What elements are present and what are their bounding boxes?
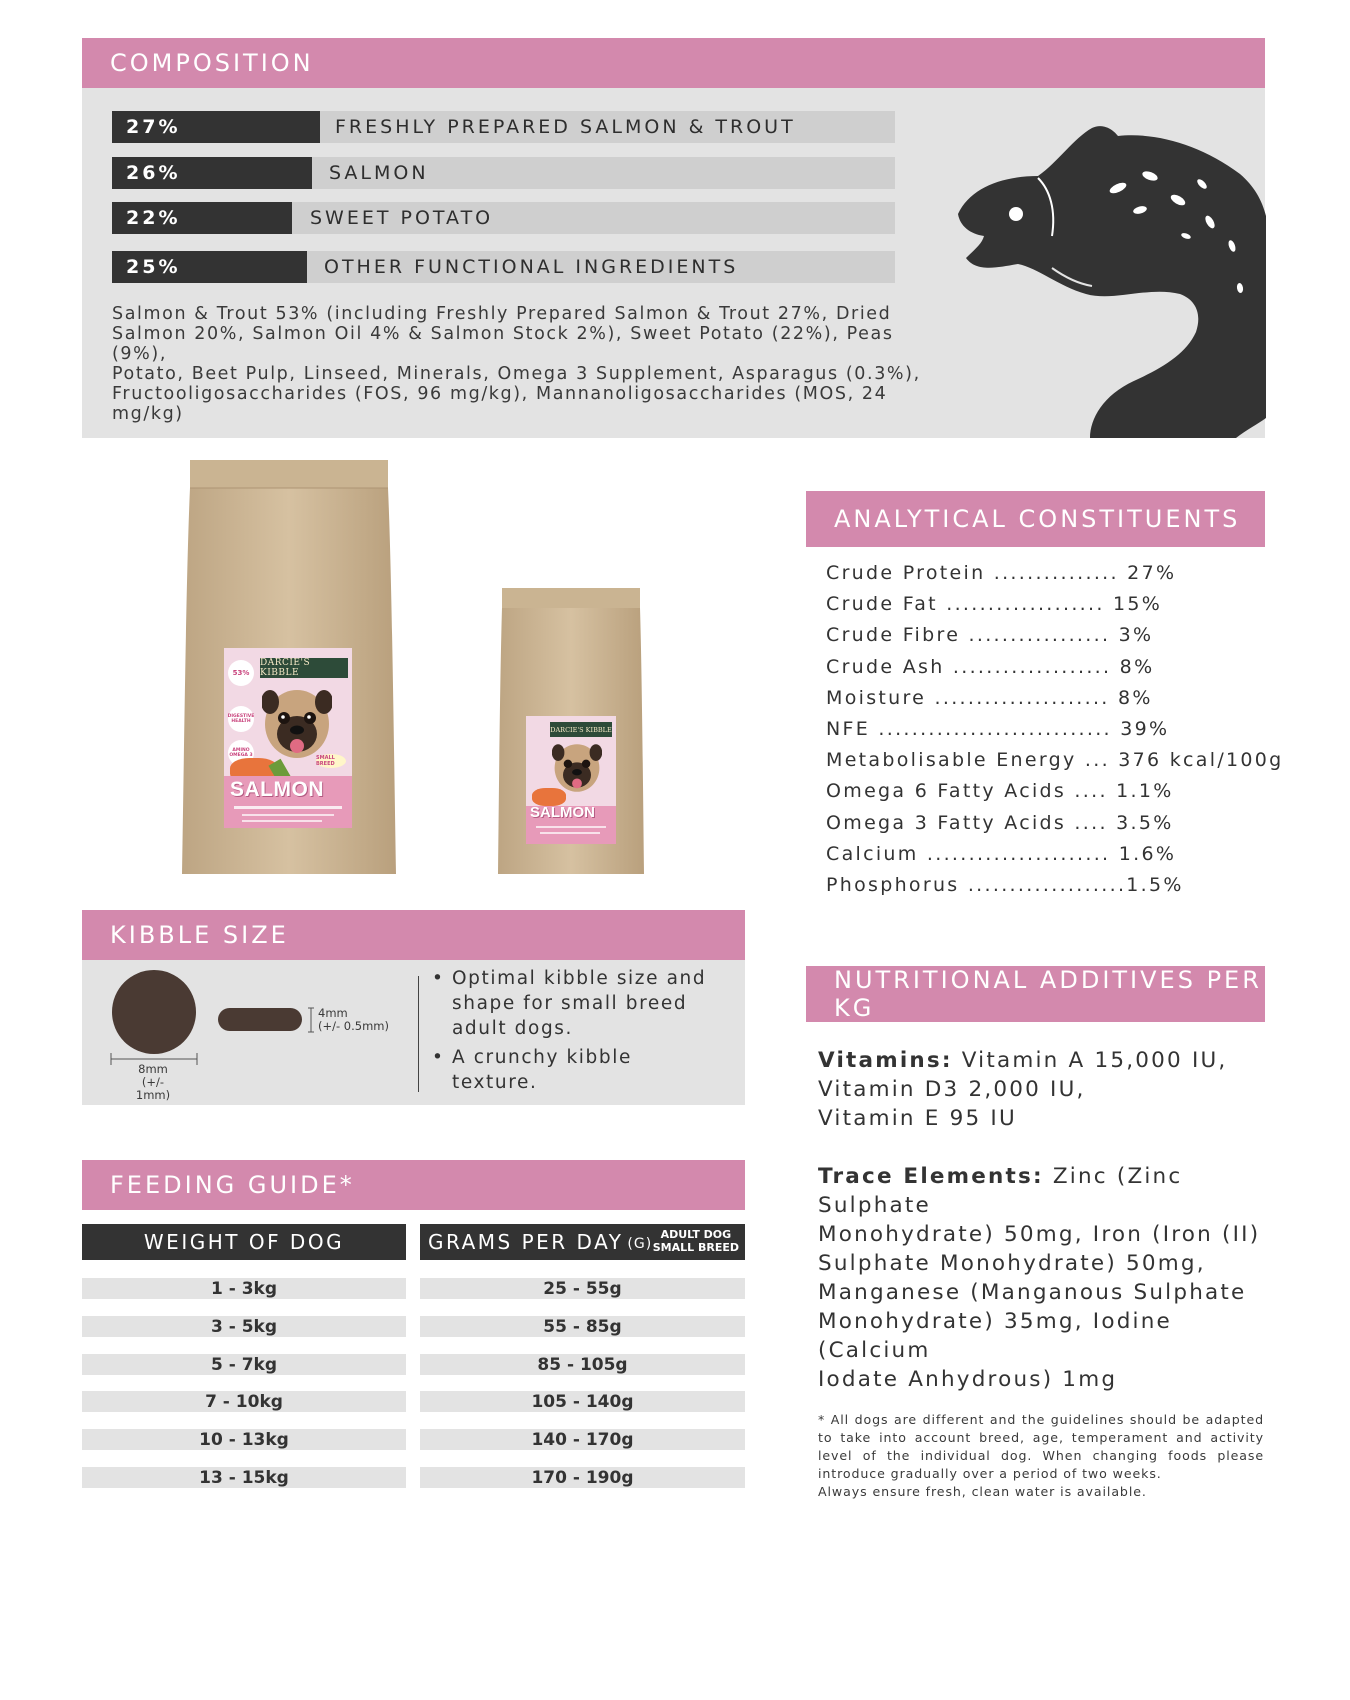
feeding-weight-cell: 5 - 7kg — [82, 1354, 406, 1375]
bag-product-name: SALMON — [530, 804, 595, 821]
analytical-title: ANALYTICAL CONSTITUENTS — [834, 505, 1241, 533]
salmon-fish-icon — [940, 118, 1266, 438]
feeding-grams-cell: 85 - 105g — [420, 1354, 745, 1375]
feeding-header — [82, 1160, 745, 1210]
analytical-item: Crude Fat ................... 15% — [826, 593, 1163, 616]
bag-label — [526, 716, 616, 844]
kibble-divider — [418, 976, 419, 1092]
composition-percent: 26% — [112, 157, 312, 189]
analytical-item: Phosphorus ...................1.5% — [826, 873, 1184, 896]
composition-percent: 25% — [112, 251, 307, 283]
bag-label — [224, 648, 352, 828]
feeding-breed-tag: ADULT DOG SMALL BREED — [652, 1228, 739, 1254]
analytical-item: Crude Ash ................... 8% — [826, 655, 1155, 678]
feeding-footnote: * All dogs are different and the guidelines should be adapted to take into account breed, age, temperament and activity level of the individual dog. When changing foods please introduce gradually over a period of two weeks. Always ensure fresh, clean water is available. — [818, 1412, 1264, 1499]
kibble-bullet: • A crunchy kibble texture. — [432, 1045, 722, 1095]
feeding-col-weight: WEIGHT OF DOG — [82, 1224, 406, 1260]
analytical-item: Calcium ...................... 1.6% — [826, 842, 1177, 865]
bag-badge: 53% — [228, 660, 254, 686]
feeding-grams-cell: 25 - 55g — [420, 1278, 745, 1299]
analytical-item: Omega 6 Fatty Acids .... 1.1% — [826, 780, 1174, 803]
ingredients-line: Salmon & Trout 53% (including Freshly Prepared Salmon & Trout 27%, Dried — [112, 304, 892, 324]
kibble-bullet: • Optimal kibble size and shape for small breed adult dogs. — [432, 966, 722, 1041]
analytical-item: Crude Protein ............... 27% — [826, 562, 1177, 584]
kibble-thickness: 4mm (+/- 0.5mm) — [318, 1006, 389, 1033]
vitamins-block: Vitamins: Vitamin A 15,000 IU, Vitamin D3 2,000 IU, Vitamin E 95 IU — [818, 1048, 1228, 1131]
product-bag-large — [182, 458, 396, 881]
kibble-title: KIBBLE SIZE — [110, 921, 289, 949]
ingredients-line: Potato, Beet Pulp, Linseed, Minerals, Omega 3 Supplement, Asparagus (0.3%), — [112, 364, 921, 384]
additives-title: NUTRITIONAL ADDITIVES PER KG — [834, 966, 1262, 1022]
feeding-weight-cell: 1 - 3kg — [82, 1278, 406, 1299]
kibble-round-icon — [112, 970, 196, 1054]
analytical-item: Metabolisable Energy ... 376 kcal/100g — [826, 749, 1284, 772]
bag-brand: DARCIE'S KIBBLE — [550, 722, 612, 737]
feeding-grams-cell: 55 - 85g — [420, 1316, 745, 1337]
ingredients-line: Fructooligosaccharides (FOS, 96 mg/kg), Mannanoligosaccharides (MOS, 24 — [112, 384, 888, 404]
analytical-item: Omega 3 Fatty Acids .... 3.5% — [826, 811, 1174, 834]
kibble-header — [82, 910, 745, 960]
analytical-item: NFE ............................ 39% — [826, 717, 1170, 740]
composition-ingredients-text — [112, 304, 932, 424]
trace-elements-block: Trace Elements: Zinc (Zinc Sulphate Monohydrate) 50mg, Iron (Iron (II) Sulphate Monohydrate) 50mg, Manganese (Manganous Sulphate Monohydrate) 35mg, Iodine (Calcium Iodate Anhydrous) 1mg — [818, 1164, 1261, 1392]
composition-percent: 22% — [112, 202, 292, 234]
bag-product-name: SALMON — [230, 778, 324, 801]
bag-badge: DIGESTIVE HEALTH — [228, 706, 254, 732]
kibble-side-icon — [218, 1008, 302, 1031]
composition-row — [112, 251, 895, 283]
additives-header — [806, 966, 1265, 1022]
composition-row — [112, 202, 895, 234]
composition-label: SWEET POTATO — [310, 207, 494, 229]
kibble-bullets — [432, 966, 722, 1099]
bag-brand: DARCIE'S KIBBLE — [260, 658, 348, 678]
product-bag-small — [498, 586, 644, 878]
composition-row — [112, 111, 895, 143]
feeding-weight-cell: 13 - 15kg — [82, 1467, 406, 1488]
feeding-grams-cell: 140 - 170g — [420, 1429, 745, 1450]
feeding-weight-cell: 7 - 10kg — [82, 1391, 406, 1412]
feeding-weight-cell: 3 - 5kg — [82, 1316, 406, 1337]
bag-breed-badge: SMALL BREED — [316, 754, 346, 768]
analytical-item: Moisture ..................... 8% — [826, 686, 1153, 709]
thickness-dimension-line — [306, 1006, 316, 1034]
feeding-weight-cell: 10 - 13kg — [82, 1429, 406, 1450]
composition-label: SALMON — [329, 162, 429, 184]
bag-badge: AMINO OMEGA 3 — [228, 740, 254, 766]
composition-label: OTHER FUNCTIONAL INGREDIENTS — [324, 256, 739, 278]
analytical-list — [826, 558, 1286, 901]
kibble-diameter: 8mm (+/- 1mm) — [135, 1062, 171, 1102]
feeding-grams-cell: 170 - 190g — [420, 1467, 745, 1488]
composition-row — [112, 157, 895, 189]
composition-header — [82, 38, 1265, 88]
pug-dog-icon — [262, 684, 332, 764]
feeding-col-grams: GRAMS PER DAY (G) ADULT DOG SMALL BREED — [420, 1224, 745, 1260]
composition-label: FRESHLY PREPARED SALMON & TROUT — [335, 116, 796, 138]
ingredients-line: mg/kg) — [112, 404, 184, 424]
analytical-item: Crude Fibre ................. 3% — [826, 624, 1154, 647]
feeding-grams-cell: 105 - 140g — [420, 1391, 745, 1412]
ingredients-line: Salmon 20%, Salmon Oil 4% & Salmon Stock 2%), Sweet Potato (22%), Peas (9%), — [112, 324, 894, 364]
composition-title: COMPOSITION — [110, 49, 314, 77]
pug-dog-icon — [552, 740, 602, 796]
analytical-header — [806, 491, 1265, 547]
feeding-title: FEEDING GUIDE* — [110, 1171, 355, 1199]
composition-percent: 27% — [112, 111, 320, 143]
